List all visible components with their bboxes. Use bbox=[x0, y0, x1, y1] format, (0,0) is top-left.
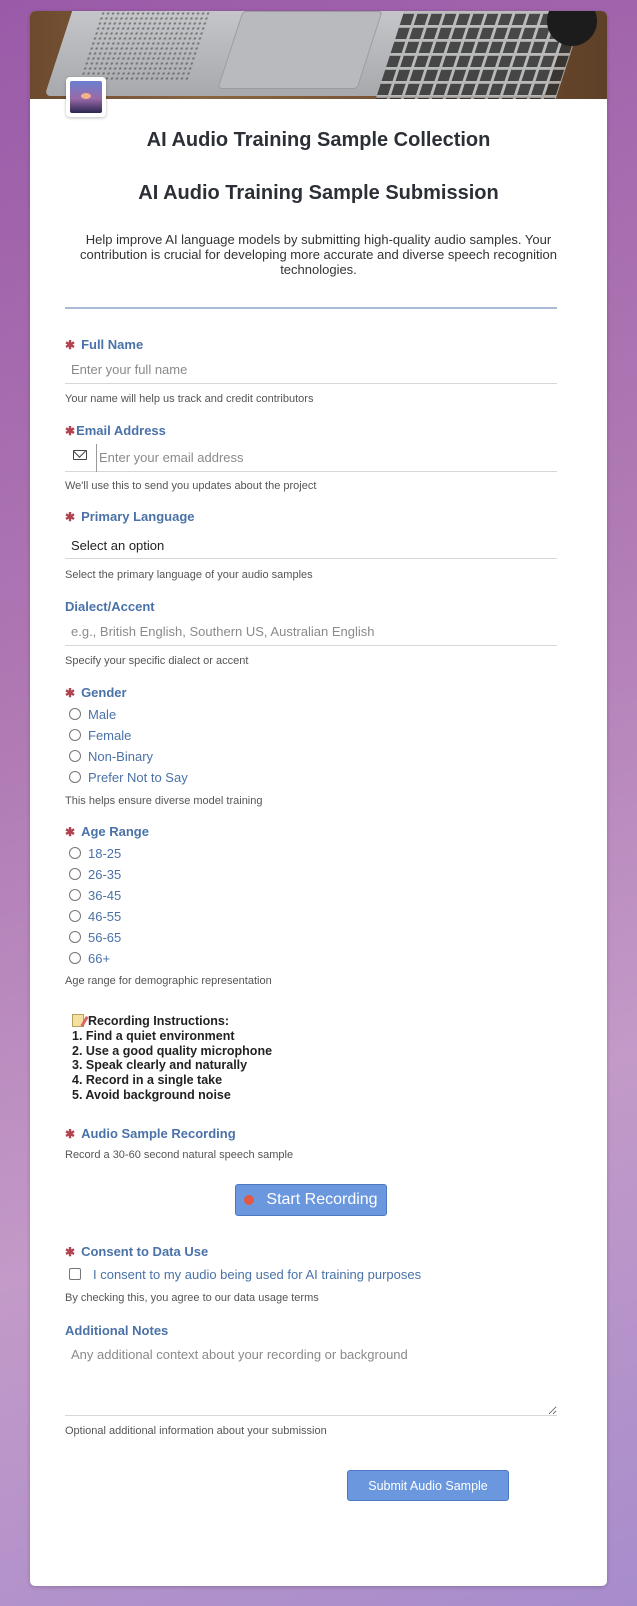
header-banner-image bbox=[30, 11, 607, 99]
required-marker: ✱ bbox=[65, 825, 76, 839]
start-recording-button[interactable] bbox=[235, 1184, 387, 1216]
full-name-input[interactable] bbox=[65, 356, 557, 384]
speaker-grille-graphic bbox=[79, 11, 212, 81]
consent-label: ✱ Consent to Data Use bbox=[65, 1244, 209, 1259]
radio-button[interactable] bbox=[69, 771, 81, 783]
age-option[interactable]: 56-65 bbox=[69, 928, 121, 946]
email-separator bbox=[96, 444, 97, 472]
radio-button[interactable] bbox=[69, 889, 81, 901]
recording-help: Record a 30-60 second natural speech sample bbox=[65, 1149, 294, 1161]
radio-button[interactable] bbox=[69, 910, 81, 922]
submit-button[interactable]: Submit Audio Sample bbox=[347, 1470, 509, 1501]
instruction-step: 3. Speak clearly and naturally bbox=[72, 1058, 248, 1073]
required-marker: ✱ bbox=[65, 1245, 76, 1259]
form-description: Help improve AI language models by submitting high-quality audio samples. Your contribution is crucial for developing more accurate and diverse speech recognition technologies. bbox=[80, 232, 557, 277]
age-option[interactable]: 36-45 bbox=[69, 886, 121, 904]
envelope-icon bbox=[73, 450, 87, 460]
org-title: AI Audio Training Sample Collection bbox=[146, 129, 491, 151]
instruction-step: 4. Record in a single take bbox=[72, 1073, 223, 1088]
instruction-step: 1. Find a quiet environment bbox=[72, 1028, 235, 1043]
required-marker: ✱ bbox=[65, 1127, 76, 1141]
gender-option[interactable]: Female bbox=[69, 726, 131, 744]
email-field bbox=[65, 442, 557, 472]
language-help: Select the primary language of your audio samples bbox=[65, 569, 313, 581]
language-select[interactable]: Select an option bbox=[65, 531, 557, 559]
logo-image bbox=[70, 81, 102, 113]
consent-checkbox[interactable] bbox=[69, 1268, 81, 1280]
dialect-label: Dialect/Accent bbox=[65, 599, 155, 614]
language-label: ✱ Primary Language bbox=[65, 509, 195, 524]
notes-textarea[interactable] bbox=[65, 1340, 557, 1416]
gender-option[interactable]: Non-Binary bbox=[69, 747, 153, 765]
dialect-help: Specify your specific dialect or accent bbox=[65, 655, 249, 667]
radio-button[interactable] bbox=[69, 708, 81, 720]
email-input[interactable] bbox=[99, 444, 549, 470]
required-marker: ✱ bbox=[65, 424, 76, 438]
header-divider bbox=[65, 307, 557, 309]
age-option[interactable]: 46-55 bbox=[69, 907, 121, 925]
required-marker: ✱ bbox=[65, 510, 76, 524]
recording-instructions bbox=[72, 1014, 272, 1103]
required-marker: ✱ bbox=[65, 686, 76, 700]
consent-help: By checking this, you agree to our data usage terms bbox=[65, 1292, 319, 1304]
gender-option[interactable]: Prefer Not to Say bbox=[69, 768, 188, 786]
age-help: Age range for demographic representation bbox=[65, 975, 272, 987]
radio-button[interactable] bbox=[69, 750, 81, 762]
radio-button[interactable] bbox=[69, 729, 81, 741]
required-marker: ✱ bbox=[65, 338, 76, 352]
gender-help: This helps ensure diverse model training bbox=[65, 795, 263, 807]
email-help: We'll use this to send you updates about the project bbox=[65, 480, 317, 492]
radio-button[interactable] bbox=[69, 931, 81, 943]
instructions-title: Recording Instructions: bbox=[88, 1014, 229, 1028]
age-option[interactable]: 18-25 bbox=[69, 844, 121, 862]
radio-button[interactable] bbox=[69, 952, 81, 964]
notes-label: Additional Notes bbox=[65, 1323, 169, 1338]
gender-label: ✱ Gender bbox=[65, 685, 127, 700]
recording-label: ✱ Audio Sample Recording bbox=[65, 1126, 236, 1141]
radio-button[interactable] bbox=[69, 868, 81, 880]
full-name-help: Your name will help us track and credit contributors bbox=[65, 393, 314, 405]
dialect-input[interactable] bbox=[65, 618, 557, 646]
form-card bbox=[30, 11, 607, 1586]
notes-help: Optional additional information about your submission bbox=[65, 1425, 327, 1437]
record-dot-icon bbox=[244, 1195, 254, 1205]
consent-checkbox-label[interactable]: I consent to my audio being used for AI training purposes bbox=[93, 1267, 422, 1282]
trackpad-graphic bbox=[217, 11, 382, 89]
instruction-step: 2. Use a good quality microphone bbox=[72, 1043, 273, 1058]
age-label: ✱ Age Range bbox=[65, 824, 149, 839]
memo-icon bbox=[72, 1014, 84, 1027]
gender-option[interactable]: Male bbox=[69, 705, 116, 723]
form-title: AI Audio Training Sample Submission bbox=[138, 182, 499, 204]
form-logo bbox=[66, 77, 106, 117]
start-recording-label: Start Recording bbox=[266, 1191, 378, 1208]
age-option[interactable]: 66+ bbox=[69, 949, 110, 967]
age-option[interactable]: 26-35 bbox=[69, 865, 121, 883]
full-name-label: ✱ Full Name bbox=[65, 337, 144, 352]
email-label: ✱Email Address bbox=[65, 423, 166, 438]
instruction-step: 5. Avoid background noise bbox=[72, 1087, 231, 1102]
radio-button[interactable] bbox=[69, 847, 81, 859]
